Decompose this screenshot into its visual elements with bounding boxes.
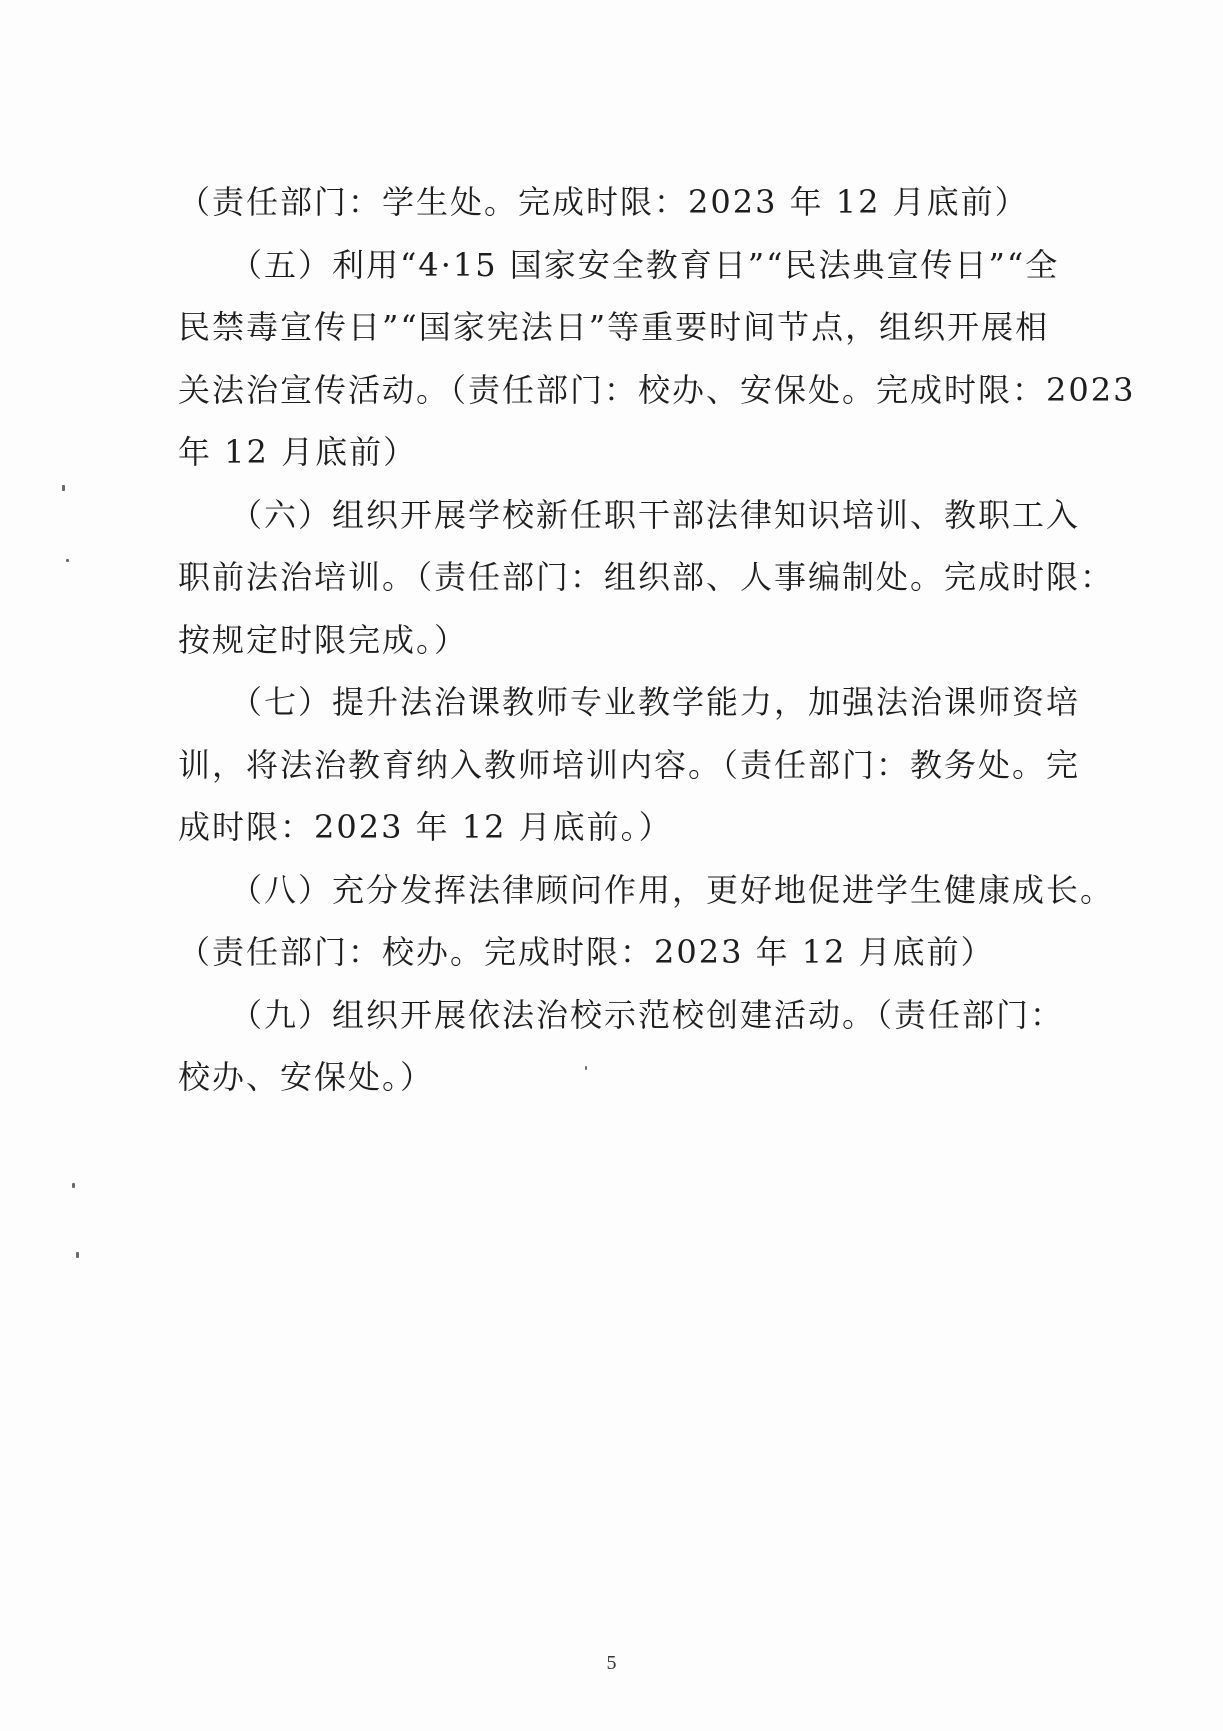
text-line: 训，将法治教育纳入教师培训内容。（责任部门：教务处。完 — [178, 746, 1081, 784]
page-number: 5 — [606, 1652, 617, 1674]
text-line: （六）组织开展学校新任职干部法律知识培训、教职工入 — [178, 496, 1081, 534]
text-line: （五）利用“4·15 国家安全教育日”“民法典宣传日”“全 — [178, 246, 1060, 284]
text-line: （责任部门：学生处。完成时限：2023 年 12 月底前） — [178, 183, 1029, 221]
scan-speck — [62, 485, 65, 491]
scan-speck — [76, 1252, 79, 1258]
text-line: 校办、安保处。） — [178, 1058, 435, 1096]
text-line: 按规定时限完成。） — [178, 621, 469, 659]
scan-speck — [72, 1183, 75, 1188]
text-line: 民禁毒宣传日”“国家宪法日”等重要时间节点，组织开展相 — [178, 308, 1050, 346]
text-line: （七）提升法治课教师专业教学能力，加强法治课师资培 — [178, 683, 1081, 721]
scan-speck — [585, 1066, 587, 1070]
text-line: 职前法治培训。（责任部门：组织部、人事编制处。完成时限： — [178, 558, 1115, 596]
text-line: 年 12 月底前） — [178, 433, 418, 471]
text-line: 成时限：2023 年 12 月底前。） — [178, 808, 673, 846]
text-line: （责任部门：校办。完成时限：2023 年 12 月底前） — [178, 933, 995, 971]
text-line: （九）组织开展依法治校示范校创建活动。（责任部门： — [178, 996, 1065, 1034]
text-line: （八）充分发挥法律顾问作用，更好地促进学生健康成长。 — [178, 871, 1115, 909]
scan-speck — [66, 559, 69, 562]
text-line: 关法治宣传活动。（责任部门：校办、安保处。完成时限：2023 — [178, 371, 1136, 409]
